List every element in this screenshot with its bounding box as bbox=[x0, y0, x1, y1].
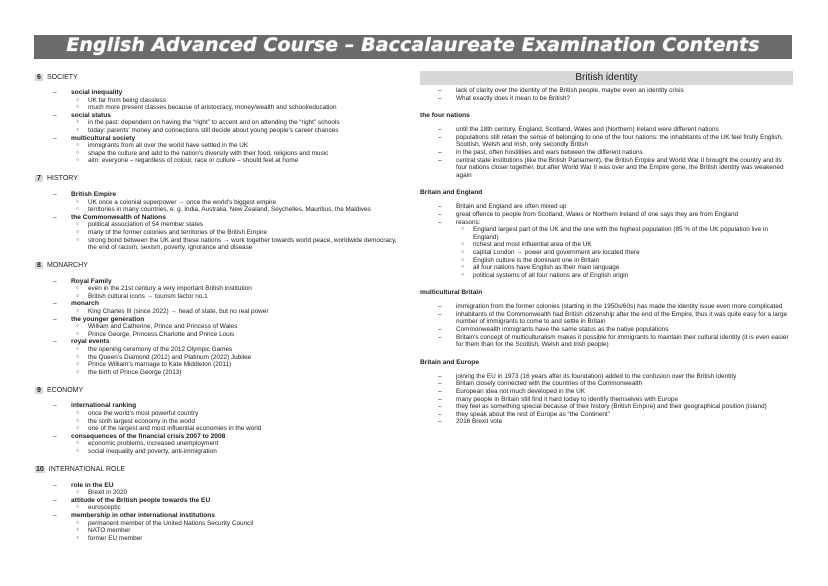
item-text: populations still retain the sense of belonging to one of the four nations: the inhabitants of the UK feel firstly English, Scottish, Welsh and Irish, only secondly British bbox=[456, 133, 783, 149]
list-item bbox=[420, 411, 793, 419]
dash-marker: – bbox=[53, 432, 57, 440]
bullet-item bbox=[35, 448, 407, 456]
bullet-text: social inequality and poverty, anti-immigration bbox=[88, 447, 217, 455]
sub-item bbox=[420, 272, 793, 280]
bullet-text: permanent member of the United Nations Security Council bbox=[88, 519, 254, 527]
bullet-item bbox=[35, 425, 407, 433]
sub-item bbox=[420, 241, 793, 249]
topic-label bbox=[35, 300, 407, 308]
list-item bbox=[420, 380, 793, 388]
sub-item-text: all four nations have English as their main language bbox=[473, 264, 620, 272]
bullet-item bbox=[35, 504, 407, 512]
dash-marker: – bbox=[438, 380, 442, 388]
sub-item-text: England largest part of the UK and the one with the highest population (85 % of the UK population live in England) bbox=[473, 226, 768, 241]
list-item bbox=[420, 403, 793, 411]
dash-marker: – bbox=[438, 403, 442, 411]
topic-text: social inequality bbox=[71, 89, 123, 96]
topic-label bbox=[35, 338, 407, 346]
circle-bullet-icon: ○ bbox=[76, 527, 80, 534]
bullet-item bbox=[35, 410, 407, 418]
section-number: 9 bbox=[35, 387, 43, 394]
bullet-text: UK far from being classless bbox=[88, 96, 166, 104]
bullet-item bbox=[35, 535, 407, 543]
dash-marker: – bbox=[438, 94, 442, 102]
dash-marker: – bbox=[53, 134, 57, 142]
item-text: Commonwealth immigrants have the same status as the native populations bbox=[456, 326, 669, 334]
bullet-item bbox=[35, 361, 407, 369]
circle-bullet-icon: ○ bbox=[76, 157, 80, 164]
circle-bullet-icon: ○ bbox=[76, 323, 80, 330]
bullet-text: King Charles III (since 2022) → head of state, but no real power bbox=[88, 308, 269, 316]
topic-text: multicultural society bbox=[71, 134, 136, 142]
sub-item-text: capital London → power and government are located there bbox=[473, 248, 640, 256]
bullet-item bbox=[35, 369, 407, 377]
page-title: English Advanced Course – Baccalaureate Examination Contents bbox=[66, 34, 760, 56]
item-text: until the 18th century, England, Scotland, Wales and (Northern) Ireland were different nations bbox=[456, 126, 719, 134]
circle-bullet-icon: ○ bbox=[76, 504, 80, 511]
bullet-text: Prince William's marriage to Kate Middleton (2011) bbox=[88, 361, 232, 369]
bullet-item bbox=[35, 520, 407, 528]
topic-block bbox=[420, 289, 793, 349]
item-text: 2016 Brexit vote bbox=[456, 418, 503, 426]
circle-bullet-icon: ○ bbox=[76, 221, 80, 228]
topic-text: consequences of the financial crisis 2007 to 2008 bbox=[71, 432, 226, 440]
list-item bbox=[420, 334, 793, 349]
bullet-item bbox=[35, 331, 407, 339]
circle-bullet-icon: ○ bbox=[76, 104, 80, 111]
list-item bbox=[420, 157, 793, 180]
bullet-text: immigrants from all over the world have settled in the UK bbox=[88, 142, 249, 150]
sub-item bbox=[420, 249, 793, 257]
bullet-text: many of the former colonies and territories of the British Empire bbox=[88, 228, 268, 236]
dash-marker: – bbox=[438, 372, 442, 380]
bullet-item bbox=[35, 308, 407, 316]
circle-bullet-icon: ○ bbox=[76, 353, 80, 360]
section-number: 6 bbox=[35, 74, 43, 81]
list-item bbox=[420, 87, 793, 95]
list-item bbox=[420, 396, 793, 404]
sub-item-text: richest and most influential area of the UK bbox=[473, 241, 592, 249]
dash-marker: – bbox=[53, 277, 57, 285]
dash-marker: – bbox=[53, 190, 57, 198]
list-item bbox=[420, 388, 793, 396]
circle-bullet-icon: ○ bbox=[461, 226, 465, 233]
topic-text: attitude of the British people towards the EU bbox=[71, 496, 211, 504]
topic-text: social status bbox=[71, 111, 111, 119]
topic-text: Royal Family bbox=[71, 277, 112, 285]
section-heading bbox=[35, 174, 407, 184]
bullet-text: one of the largest and most influential economies in the world bbox=[88, 425, 262, 433]
section-title: ECONOMY bbox=[47, 386, 84, 394]
circle-bullet-icon: ○ bbox=[76, 417, 80, 424]
item-text: many people in Britain still find it hard today to identify themselves with Europe bbox=[456, 395, 679, 403]
section-heading bbox=[35, 385, 407, 395]
topic-label bbox=[35, 89, 407, 97]
bullet-text: Prince George, Princess Charlotte and Prince Louis bbox=[88, 330, 235, 338]
circle-bullet-icon: ○ bbox=[76, 149, 80, 156]
topic-text: monarch bbox=[71, 300, 99, 308]
item-text: they speak about the rest of Europe as “the Continent” bbox=[456, 410, 610, 418]
circle-bullet-icon: ○ bbox=[461, 248, 465, 255]
topic-heading: Britain and Europe bbox=[420, 358, 479, 366]
item-text: great offence to people from Scotland, Wales or Northern Ireland of one says they are from England bbox=[456, 210, 739, 218]
dash-marker: – bbox=[438, 133, 442, 141]
dash-marker: – bbox=[438, 388, 442, 396]
dash-marker: – bbox=[53, 315, 57, 323]
circle-bullet-icon: ○ bbox=[76, 368, 80, 375]
list-item bbox=[420, 311, 793, 326]
dash-marker: – bbox=[438, 87, 442, 94]
bullet-item bbox=[35, 142, 407, 150]
circle-bullet-icon: ○ bbox=[76, 440, 80, 447]
item-text: they feel as something special because of their history (British Empire) and their geographical position (island) bbox=[456, 403, 767, 411]
bullet-item bbox=[35, 237, 407, 252]
circle-bullet-icon: ○ bbox=[76, 308, 80, 315]
bullet-item bbox=[35, 206, 407, 214]
circle-bullet-icon: ○ bbox=[461, 241, 465, 248]
topic-text: international ranking bbox=[71, 402, 137, 410]
bullet-text: today: parents' money and connections still decide about young people's career chances bbox=[88, 126, 339, 134]
circle-bullet-icon: ○ bbox=[76, 425, 80, 432]
section-title: SOCIETY bbox=[47, 73, 78, 81]
item-text: joining the EU in 1973 (16 years after its foundation) added to the confusion over the British identity bbox=[456, 372, 737, 380]
dash-marker: – bbox=[438, 203, 442, 211]
topic-label bbox=[35, 316, 407, 324]
section-heading bbox=[35, 261, 407, 271]
item-text: Britain and England are often mixed up bbox=[456, 203, 567, 211]
right-column bbox=[420, 71, 793, 426]
bullet-text: in the past: dependent on having the “right” to accent and on attending the “right” schools bbox=[88, 119, 340, 127]
bullet-item bbox=[35, 119, 407, 127]
topic-heading: multicultural Britain bbox=[420, 289, 483, 297]
topic-heading: the four nations bbox=[420, 112, 470, 120]
bullet-item bbox=[35, 229, 407, 237]
item-text: Britain closely connected with the countries of the Commonwealth bbox=[456, 380, 643, 388]
section-number: 7 bbox=[35, 175, 43, 182]
topic-label bbox=[35, 214, 407, 222]
bullet-text: the birth of Prince George (2013) bbox=[88, 368, 182, 376]
bullet-text: territories in many countries, e. g. India, Australia, New Zealand, Seychelles, Mauritius, the Maldives bbox=[88, 206, 371, 214]
list-item bbox=[420, 373, 793, 381]
topic-text: royal events bbox=[71, 338, 110, 346]
circle-bullet-icon: ○ bbox=[76, 285, 80, 292]
dash-marker: – bbox=[53, 338, 57, 346]
topic-block bbox=[420, 112, 793, 179]
topic-text: membership in other international institutions bbox=[71, 511, 215, 519]
circle-bullet-icon: ○ bbox=[76, 142, 80, 149]
bullet-text: William and Catherine, Prince and Princess of Wales bbox=[88, 323, 238, 331]
list-item bbox=[420, 418, 793, 426]
circle-bullet-icon: ○ bbox=[76, 228, 80, 235]
bullet-text: political association of 54 member states bbox=[88, 221, 204, 229]
bullet-text: economic problems, increased unemployment bbox=[88, 440, 219, 448]
dash-marker: – bbox=[53, 89, 57, 96]
dash-marker: – bbox=[438, 126, 442, 134]
circle-bullet-icon: ○ bbox=[76, 292, 80, 299]
dash-marker: – bbox=[53, 111, 57, 119]
bullet-text: British cultural icons → tourism factor no.1 bbox=[88, 292, 208, 300]
list-item bbox=[420, 149, 793, 157]
circle-bullet-icon: ○ bbox=[76, 447, 80, 454]
topic-label bbox=[35, 433, 407, 441]
dash-marker: – bbox=[53, 496, 57, 504]
item-text: reasons: bbox=[456, 218, 481, 226]
title-banner bbox=[34, 35, 792, 59]
dash-marker: – bbox=[438, 326, 442, 334]
topic-label bbox=[35, 497, 407, 505]
circle-bullet-icon: ○ bbox=[76, 198, 80, 205]
section-title: HISTORY bbox=[47, 175, 78, 183]
topic-block bbox=[420, 87, 793, 102]
bullet-text: Brexit in 2020 bbox=[88, 489, 128, 497]
item-text: immigration from the former colonies (starting in the 1950s/60s) has made the identity issue even more complicated bbox=[456, 303, 783, 311]
dash-marker: – bbox=[53, 511, 57, 519]
circle-bullet-icon: ○ bbox=[76, 410, 80, 416]
bullet-item bbox=[35, 346, 407, 354]
bullet-item bbox=[35, 97, 407, 105]
item-text: in the past, often hostilities and wars between the different nations bbox=[456, 148, 643, 156]
sub-item bbox=[420, 264, 793, 272]
topic-text: the younger generation bbox=[71, 315, 145, 323]
bullet-item bbox=[35, 440, 407, 448]
circle-bullet-icon: ○ bbox=[76, 361, 80, 368]
bullet-item bbox=[35, 104, 407, 112]
bullet-text: the opening ceremony of the 2012 Olympic Games bbox=[88, 346, 233, 354]
bullet-item bbox=[35, 285, 407, 293]
list-item bbox=[420, 303, 793, 311]
circle-bullet-icon: ○ bbox=[76, 330, 80, 337]
item-text: central state institutions (like the British Parliament), the British Empire and World War II brought the country and its four nations closer together, but after World War II was over and the Empire gone, the British identity was weakened again bbox=[456, 156, 784, 179]
bullet-text: aim: everyone – regardless of colour, race or culture – should feel at home bbox=[88, 157, 299, 165]
bullet-item bbox=[35, 150, 407, 158]
circle-bullet-icon: ○ bbox=[76, 119, 80, 126]
dash-marker: – bbox=[438, 333, 442, 341]
bullet-text: eurosceptic bbox=[88, 504, 121, 512]
dash-marker: – bbox=[438, 410, 442, 418]
section-number: 8 bbox=[35, 262, 43, 269]
circle-bullet-icon: ○ bbox=[76, 519, 80, 526]
circle-bullet-icon: ○ bbox=[76, 236, 80, 243]
sub-item-text: English culture is the dominant one in Britain bbox=[473, 256, 600, 264]
item-text: lack of clarity over the identity of the British people, maybe even an identity crisis bbox=[456, 87, 684, 94]
sub-item bbox=[420, 257, 793, 265]
topic-label bbox=[35, 278, 407, 286]
section-title: INTERNATIONAL ROLE bbox=[48, 466, 126, 474]
topic-block bbox=[420, 359, 793, 426]
item-text: inhabitants of the Commonwealth had British citizenship after the end of the Empire, thus it was quite easy for a large number of immigrants to come to and settle in Britain bbox=[456, 310, 788, 326]
circle-bullet-icon: ○ bbox=[76, 346, 80, 353]
dash-marker: – bbox=[53, 481, 57, 489]
topic-heading: Britain and England bbox=[420, 189, 483, 197]
bullet-item bbox=[35, 527, 407, 535]
list-item bbox=[420, 219, 793, 227]
list-item bbox=[420, 326, 793, 334]
dash-marker: – bbox=[53, 402, 57, 410]
bullet-text: the sixth largest economy in the world bbox=[88, 417, 195, 425]
topic-label bbox=[35, 482, 407, 490]
dash-marker: – bbox=[438, 156, 442, 164]
bullet-item bbox=[35, 199, 407, 207]
bullet-text: strong bond between the UK and these nations → work together towards world peace, worldwide democracy, the end of racism, sexism, poverty, ignorance and disease bbox=[88, 236, 397, 252]
topic-label bbox=[35, 191, 407, 199]
bullet-text: UK once a colonial superpower → once the world's biggest empire bbox=[88, 198, 277, 206]
left-column bbox=[35, 72, 407, 542]
topic-text: role in the EU bbox=[71, 481, 114, 489]
topic-label bbox=[35, 112, 407, 120]
dash-marker: – bbox=[53, 300, 57, 308]
circle-bullet-icon: ○ bbox=[76, 206, 80, 213]
bullet-item bbox=[35, 418, 407, 426]
topic-block bbox=[420, 189, 793, 279]
dash-marker: – bbox=[438, 418, 442, 426]
topic-text: the Commonwealth of Nations bbox=[71, 213, 166, 221]
right-blocks bbox=[420, 87, 793, 426]
dash-marker: – bbox=[53, 213, 57, 221]
sub-item-text: political systems of all four nations are of English origin bbox=[473, 271, 629, 279]
bullet-text: the Queen's Diamond (2012) and Platinum (2022) Jubilee bbox=[88, 353, 252, 361]
dash-marker: – bbox=[438, 303, 442, 311]
section-number: 10 bbox=[36, 466, 44, 474]
bullet-text: once the world's most powerful country bbox=[88, 410, 199, 417]
circle-bullet-icon: ○ bbox=[76, 126, 80, 133]
circle-bullet-icon: ○ bbox=[461, 256, 465, 263]
dash-marker: – bbox=[438, 148, 442, 156]
item-text: Britain's concept of multiculturalism makes it possible for immigrants to maintain their cultural identity (it is even easier for them than for the Scottish, Welsh and Irish people) bbox=[456, 333, 789, 349]
sub-item bbox=[420, 226, 793, 241]
topic-label bbox=[35, 135, 407, 143]
list-item bbox=[420, 95, 793, 103]
dash-marker: – bbox=[438, 210, 442, 218]
dash-marker: – bbox=[438, 218, 442, 226]
list-item bbox=[420, 134, 793, 149]
list-item bbox=[420, 126, 793, 134]
topic-label bbox=[35, 402, 407, 410]
item-text: European idea not much developed in the UK bbox=[456, 388, 585, 396]
section-heading bbox=[35, 72, 407, 82]
bullet-text: much more present classes because of aristocracy, money/wealth and school/education bbox=[88, 104, 337, 112]
bullet-item bbox=[35, 157, 407, 165]
bullet-item bbox=[35, 127, 407, 135]
dash-marker: – bbox=[438, 310, 442, 318]
item-text: What exactly does it mean to be British? bbox=[456, 94, 571, 102]
british-identity-heading: British identity bbox=[420, 71, 793, 85]
circle-bullet-icon: ○ bbox=[76, 534, 80, 541]
bullet-item bbox=[35, 293, 407, 301]
bullet-text: former EU member bbox=[88, 534, 143, 542]
bullet-text: NATO member bbox=[88, 527, 131, 535]
circle-bullet-icon: ○ bbox=[76, 489, 80, 496]
topic-text: British Empire bbox=[71, 190, 117, 198]
circle-bullet-icon: ○ bbox=[461, 271, 465, 278]
bullet-text: even in the 21st century a very important British institution bbox=[88, 285, 252, 293]
list-item bbox=[420, 211, 793, 219]
bullet-item bbox=[35, 221, 407, 229]
bullet-item bbox=[35, 323, 407, 331]
list-item bbox=[420, 203, 793, 211]
section-title: MONARCHY bbox=[47, 262, 88, 270]
bullet-item bbox=[35, 354, 407, 362]
dash-marker: – bbox=[438, 395, 442, 403]
bullet-item bbox=[35, 489, 407, 497]
topic-label bbox=[35, 512, 407, 520]
section-heading bbox=[35, 465, 407, 475]
circle-bullet-icon: ○ bbox=[76, 96, 80, 103]
circle-bullet-icon: ○ bbox=[461, 264, 465, 271]
bullet-text: shape the culture and add to the nation's diversity with their food, religions and music bbox=[88, 149, 329, 157]
